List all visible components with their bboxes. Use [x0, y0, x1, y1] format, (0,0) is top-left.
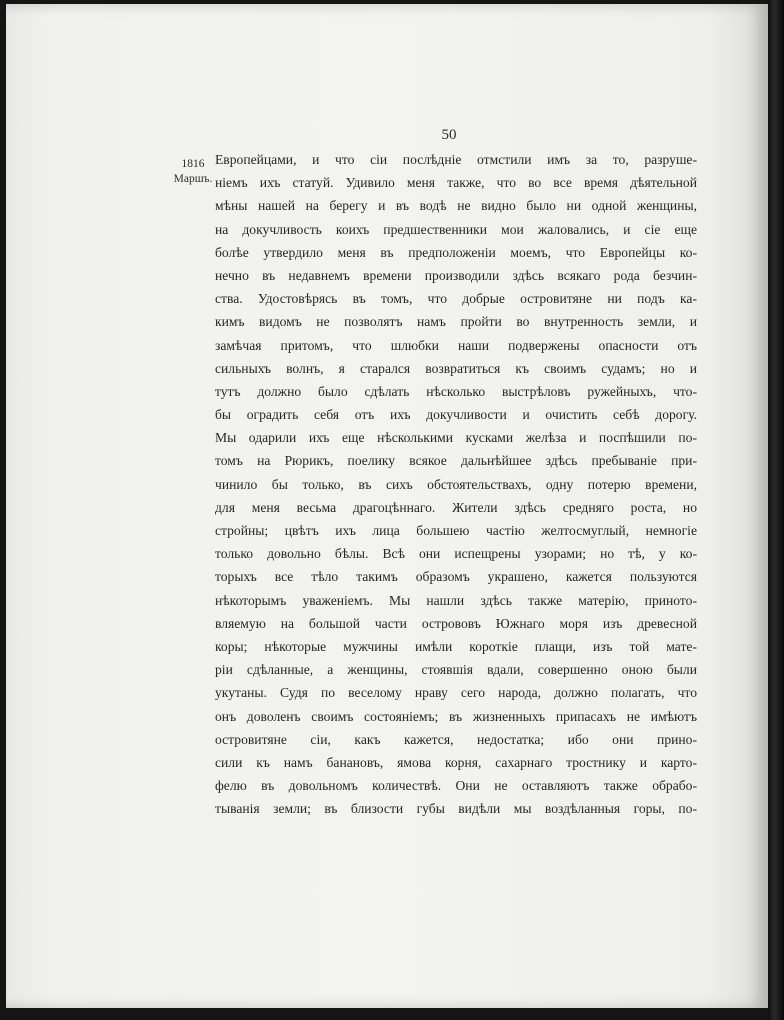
text-line: стройны; цвѣтъ ихъ лица большею частію желтосмуглый, немногіе [215, 523, 697, 538]
text-line: мѣны нашей на берегу и въ водѣ не видно было ни одной женщины, [215, 198, 697, 214]
text-line: Европейцами, и что сіи послѣдніе отмстили имъ за то, разруше- [215, 152, 697, 167]
text-line: на докучливость коихъ предшественники мои жаловались, и сіе еще [215, 221, 697, 237]
text-line: тутъ должно было сдѣлать нѣсколько выстрѣловъ ружейныхъ, что- [215, 383, 697, 399]
text-line: фелю въ довольномъ количествѣ. Они не оставляютъ также обрабо- [215, 778, 697, 794]
text-line: укутаны. Судя по веселому нраву сего народа, должно полагать, что [215, 685, 697, 701]
text-line: замѣчая притомъ, что шлюбки наши подвержены опасности отъ [215, 337, 697, 353]
text-line: ріи сдѣланные, а женщины, стоявшія вдали, совершенно оною были [215, 662, 697, 678]
text-line: нечно въ недавнемъ времени производили здѣсь всякаго рода безчин- [215, 267, 697, 283]
text-line: тыванія земли; въ близости губы видѣли мы воздѣланныя горы, по- [215, 801, 697, 817]
text-line: ства. Удостовѣрясь въ томъ, что добрые островитяне ни подъ ка- [215, 291, 697, 307]
margin-note-month: Маршъ. [173, 173, 213, 185]
text-line: островитяне сіи, какъ кажется, недостатка; ибо они прино- [215, 731, 697, 747]
text-line: вляемую на большой части острововъ Южнаго моря изъ древесной [215, 615, 697, 631]
binding-shadow [768, 0, 784, 1020]
text-line: коры; нѣкоторые мужчины имѣли короткіе плащи, изъ той мате- [215, 638, 697, 654]
text-line: только довольно бѣлы. Всѣ они испещрены узорами; но тѣ, у ко- [215, 546, 697, 562]
text-line: бы оградить себя отъ ихъ докучливости и очистить себѣ дорогу. [215, 407, 697, 423]
text-line: онъ доволенъ своимъ состояніемъ; въ жизненныхъ припасахъ не имѣютъ [215, 708, 697, 724]
text-line: для меня весьма драгоцѣннаго. Жители здѣсь средняго роста, но [215, 499, 697, 515]
text-line: чинило бы только, въ сихъ обстоятельствахъ, одну потерю времени, [215, 476, 697, 492]
margin-note [166, 157, 220, 187]
page-number: 50 [441, 127, 457, 143]
text-line: кимъ видомъ не позволятъ намъ пройти во внутренность земли, и [215, 314, 697, 330]
text-line: сили къ намъ банановъ, ямова корня, сахарнаго тростнику и карто- [215, 754, 697, 770]
text-line: торыхъ все тѣло такимъ образомъ украшено, кажется пользуются [215, 569, 697, 585]
text-line: сильныхъ волнъ, я старался возвратиться къ своимъ судамъ; но и [215, 360, 697, 376]
text-line: ніемъ ихъ статуй. Удивило меня также, что во все время дѣятельной [215, 175, 697, 191]
text-line: томъ на Рюрикъ, поелику всякое дальнѣйшее здѣсь пребываніе при- [215, 453, 697, 469]
text-line: болѣе утвердило меня въ предположеніи моемъ, что Европейцы ко- [215, 244, 697, 260]
text-line: Мы одарили ихъ еще нѣсколькими кусками желѣза и поспѣшили по- [215, 430, 697, 446]
margin-note-year: 1816 [181, 158, 205, 170]
body-text [215, 148, 697, 820]
text-line: нѣкоторымъ уваженіемъ. Мы нашли здѣсь также матерію, приното- [215, 592, 697, 608]
